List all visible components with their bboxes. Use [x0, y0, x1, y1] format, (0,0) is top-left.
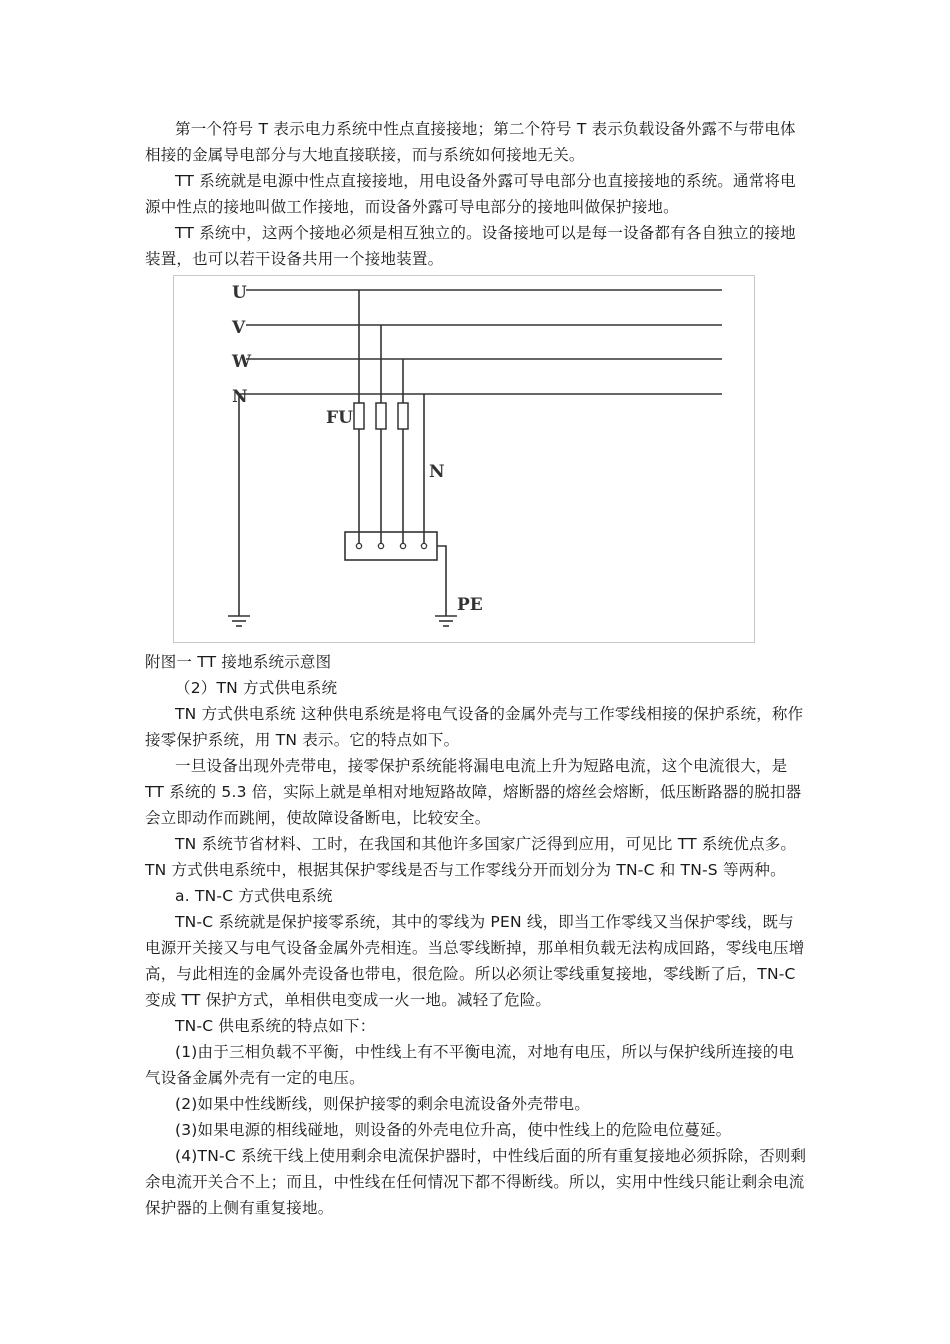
protective-ground-icon: [435, 616, 457, 626]
label-v: V: [232, 318, 246, 338]
terminal-n: [421, 543, 426, 548]
section-heading-tnc: a. TN-C 方式供电系统: [175, 887, 333, 905]
fuse-w: [398, 403, 408, 429]
paragraph-tnc-feature-1: (1)由于三相负载不平衡，中性线上有不平衡电流，对地有电压，所以与保护线所连接的电气设备金属外壳有一定的电压。: [145, 1043, 795, 1087]
pe-wire: [437, 546, 446, 616]
paragraph-tt-independent: TT 系统中，这两个接地必须是相互独立的。设备接地可以是每一设备都有各自独立的接地装置，也可以若干设备共用一个接地装置。: [145, 224, 796, 268]
paragraph-tnc-feature-2: (2)如果中性线断线，则保护接零的剩余电流设备外壳带电。: [175, 1095, 591, 1113]
paragraph-tt-definition: TT 系统就是电源中性点直接接地，用电设备外露可导电部分也直接接地的系统。通常将电源中性点的接地叫做工作接地，而设备外露可导电部分的接地叫做保护接地。: [145, 172, 796, 216]
paragraph-tn-definition: TN 方式供电系统 这种供电系统是将电气设备的金属外壳与工作零线相接的保护系统，称作接零保护系统，用 TN 表示。它的特点如下。: [145, 705, 804, 749]
label-n: N: [232, 387, 248, 407]
terminal-w: [400, 543, 405, 548]
tt-grounding-diagram: [173, 275, 755, 643]
fuse-u: [354, 403, 364, 429]
paragraph-tnc-features-intro: TN-C 供电系统的特点如下：: [175, 1017, 376, 1035]
working-ground-icon: [228, 616, 250, 626]
paragraph-tnc-definition: TN-C 系统就是保护接零系统，其中的零线为 PEN 线，即当工作零线又当保护零线，既与电源开关接又与电气设备金属外壳相连。当总零线断掉，那单相负载无法构成回路，零线电压增高，与此相连的金属外壳设备也带电，很危险。所以必须让零线重复接地，零线断了后，TN-C 变成 TT 保护方式，单相供电变成一火一地。减轻了危险。: [145, 913, 805, 1009]
label-w: W: [232, 352, 252, 372]
paragraph-tnc-feature-3: (3)如果电源的相线碰地，则设备的外壳电位升高，使中性线上的危险电位蔓延。: [175, 1121, 732, 1139]
label-u: U: [232, 283, 247, 303]
paragraph-tt-symbols: 第一个符号 T 表示电力系统中性点直接接地；第二个符号 T 表示负载设备外露不与带电体相接的金属导电部分与大地直接联接，而与系统如何接地无关。: [145, 120, 796, 164]
working-ground-wire: [239, 394, 246, 616]
document-page: [145, 116, 807, 1221]
tt-diagram-svg: [174, 276, 754, 642]
section-heading-tn: （2）TN 方式供电系统: [175, 679, 338, 697]
figure-caption: 附图一 TT 接地系统示意图: [145, 653, 332, 671]
paragraph-tn-advantages: TN 系统节省材料、工时，在我国和其他许多国家广泛得到应用，可见比 TT 系统优点多。TN 方式供电系统中，根据其保护零线是否与工作零线分开而划分为 TN-C 和 TN-S 等两种。: [145, 835, 797, 879]
label-pe: PE: [457, 595, 483, 615]
fuse-v: [376, 403, 386, 429]
label-n-conductor: N: [429, 462, 445, 482]
terminal-v: [378, 543, 383, 548]
paragraph-tnc-feature-4: (4)TN-C 系统干线上使用剩余电流保护器时，中性线后面的所有重复接地必须拆除，否则剩余电流开关合不上；而且，中性线在任何情况下都不得断线。所以，实用中性线只能让剩余电流保护器的上侧有重复接地。: [145, 1147, 807, 1217]
terminal-u: [356, 543, 361, 548]
label-fu: FU: [326, 408, 353, 428]
paragraph-tn-fault: 一旦设备出现外壳带电，接零保护系统能将漏电电流上升为短路电流，这个电流很大，是 TT 系统的 5.3 倍，实际上就是单相对地短路故障，熔断器的熔丝会熔断，低压断路器的脱扣器会立即动作而跳闸，使故障设备断电，比较安全。: [145, 757, 802, 827]
